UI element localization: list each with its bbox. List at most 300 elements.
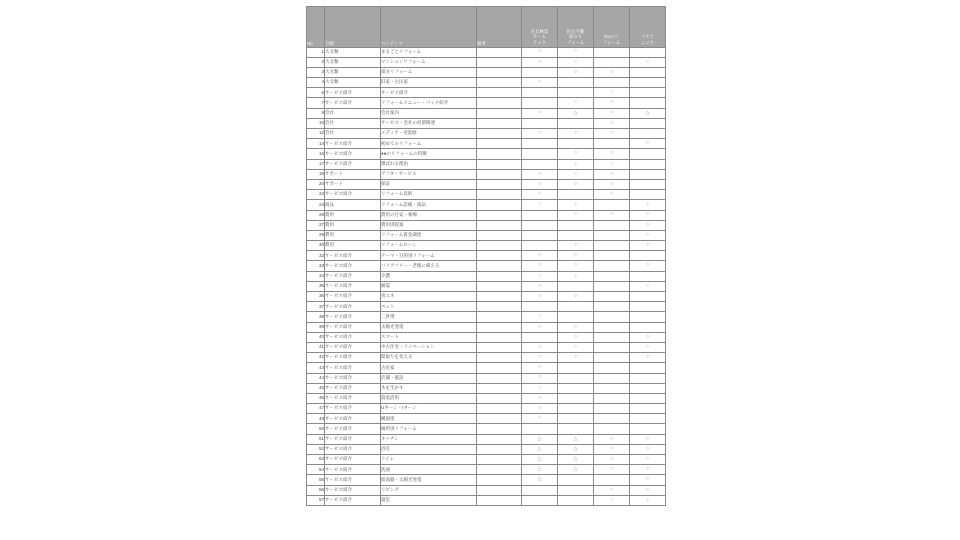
cell-vendor-1: ○ — [522, 179, 558, 189]
cell-vendor-2: ○ — [558, 67, 594, 77]
cell-no: 16 — [307, 149, 325, 159]
cell-content: 費用別提案 — [381, 220, 477, 230]
cell-vendor-4: ○ — [630, 139, 666, 149]
cell-vendor-2: ○ — [558, 332, 594, 342]
cell-vendor-1: ○ — [522, 312, 558, 322]
cell-vendor-4 — [630, 414, 666, 424]
table-row[interactable] — [307, 67, 666, 77]
cell-vendor-3 — [594, 393, 630, 403]
cell-vendor-3 — [594, 47, 630, 57]
cell-vendor-2 — [558, 393, 594, 403]
cell-vendor-3 — [594, 312, 630, 322]
cell-vendor-4: ○ — [630, 241, 666, 251]
table-row[interactable] — [307, 88, 666, 98]
table-row[interactable] — [307, 292, 666, 302]
cell-vendor-3: ○ — [594, 149, 630, 159]
table-row[interactable] — [307, 230, 666, 240]
cell-content: 省エネ — [381, 292, 477, 302]
cell-content: リフォーム資金調達 — [381, 230, 477, 240]
cell-vendor-1: ○ — [522, 281, 558, 291]
cell-note — [477, 271, 522, 281]
cell-vendor-1 — [522, 118, 558, 128]
cell-no: 27 — [307, 220, 325, 230]
cell-vendor-2: ○ — [558, 241, 594, 251]
table-row[interactable] — [307, 424, 666, 434]
cell-content: まるごとリフォーム — [381, 47, 477, 57]
cell-content: Uターン・Iターン — [381, 404, 477, 414]
cell-vendor-2 — [558, 139, 594, 149]
cell-vendor-2 — [558, 404, 594, 414]
cell-vendor-1: ○ — [522, 383, 558, 393]
table-row[interactable] — [307, 383, 666, 393]
cell-content: 二世帯 — [381, 312, 477, 322]
cell-vendor-4 — [630, 159, 666, 169]
table-row[interactable] — [307, 475, 666, 485]
table-row[interactable] — [307, 485, 666, 495]
cell-vendor-4: ○ — [630, 210, 666, 220]
cell-no: 12 — [307, 129, 325, 139]
cell-vendor-1: ○ — [522, 363, 558, 373]
cell-content: 費用の目安・相場 — [381, 210, 477, 220]
cell-vendor-3: ○ — [594, 118, 630, 128]
table-row[interactable] — [307, 159, 666, 169]
cell-vendor-2 — [558, 190, 594, 200]
cell-vendor-3: ○ — [594, 434, 630, 444]
cell-note — [477, 404, 522, 414]
cell-category: サービス紹介 — [325, 404, 381, 414]
cell-note — [477, 302, 522, 312]
cell-no: 44 — [307, 373, 325, 383]
cell-note — [477, 179, 522, 189]
cell-no: 53 — [307, 455, 325, 465]
cell-note — [477, 383, 522, 393]
cell-category: サービス紹介 — [325, 88, 381, 98]
cell-vendor-4 — [630, 149, 666, 159]
table-row[interactable] — [307, 57, 666, 67]
cell-note — [477, 78, 522, 88]
vendor-comparison-table — [306, 6, 666, 506]
cell-vendor-3 — [594, 78, 630, 88]
cell-vendor-3 — [594, 353, 630, 363]
cell-category: サービス紹介 — [325, 353, 381, 363]
table-row[interactable] — [307, 200, 666, 210]
cell-no: 1 — [307, 47, 325, 57]
cell-content: 初めてのリフォーム — [381, 139, 477, 149]
cell-vendor-4 — [630, 271, 666, 281]
cell-category: サービス紹介 — [325, 414, 381, 424]
cell-vendor-4: ○ — [630, 342, 666, 352]
cell-content: サービス紹介 — [381, 88, 477, 98]
cell-vendor-2: ○ — [558, 159, 594, 169]
cell-category: サービス紹介 — [325, 393, 381, 403]
table-row[interactable] — [307, 434, 666, 444]
cell-vendor-1: ○ — [522, 251, 558, 261]
cell-content: 資産活用 — [381, 393, 477, 403]
cell-vendor-1: ○ — [522, 404, 558, 414]
cell-vendor-1: △ — [522, 455, 558, 465]
table-row[interactable] — [307, 363, 666, 373]
table-row[interactable] — [307, 302, 666, 312]
cell-vendor-3 — [594, 200, 630, 210]
cell-note — [477, 455, 522, 465]
comparison-table-sheet — [306, 6, 666, 506]
cell-vendor-1: ○ — [522, 78, 558, 88]
cell-vendor-4 — [630, 98, 666, 108]
cell-vendor-3 — [594, 332, 630, 342]
cell-vendor-3: ○ — [594, 210, 630, 220]
table-row[interactable] — [307, 353, 666, 363]
table-row[interactable] — [307, 118, 666, 128]
table-row[interactable] — [307, 78, 666, 88]
cell-note — [477, 251, 522, 261]
cell-content: 木を生かす — [381, 383, 477, 393]
cell-note — [477, 332, 522, 342]
cell-note — [477, 200, 522, 210]
cell-vendor-3 — [594, 414, 630, 424]
cell-note — [477, 495, 522, 505]
cell-vendor-4 — [630, 118, 666, 128]
cell-vendor-2: ○ — [558, 292, 594, 302]
cell-category: サービス紹介 — [325, 190, 381, 200]
cell-vendor-2: ○ — [558, 322, 594, 332]
cell-vendor-3: ○ — [594, 485, 630, 495]
cell-note — [477, 414, 522, 424]
cell-vendor-1 — [522, 241, 558, 251]
cell-vendor-4 — [630, 404, 666, 414]
cell-vendor-4 — [630, 373, 666, 383]
cell-vendor-2: △ — [558, 108, 594, 118]
cell-category: サービス紹介 — [325, 312, 381, 322]
cell-content: 古民家 — [381, 363, 477, 373]
cell-category: 会社 — [325, 118, 381, 128]
cell-vendor-1: △ — [522, 434, 558, 444]
cell-content: スマート — [381, 332, 477, 342]
cell-vendor-2 — [558, 281, 594, 291]
cell-no: 37 — [307, 302, 325, 312]
cell-vendor-2: ○ — [558, 169, 594, 179]
cell-vendor-4 — [630, 179, 666, 189]
table-row[interactable] — [307, 220, 666, 230]
cell-vendor-4 — [630, 363, 666, 373]
table-row[interactable] — [307, 332, 666, 342]
cell-category: サービス紹介 — [325, 302, 381, 312]
cell-vendor-2 — [558, 88, 594, 98]
cell-vendor-1: △ — [522, 475, 558, 485]
cell-vendor-3: ○ — [594, 169, 630, 179]
table-row[interactable] — [307, 179, 666, 189]
cell-vendor-1 — [522, 88, 558, 98]
cell-vendor-3 — [594, 322, 630, 332]
table-row[interactable] — [307, 271, 666, 281]
cell-vendor-2 — [558, 383, 594, 393]
cell-vendor-4: ○ — [630, 444, 666, 454]
cell-vendor-1 — [522, 98, 558, 108]
table-row[interactable] — [307, 495, 666, 505]
cell-vendor-2: △ — [558, 455, 594, 465]
table-row[interactable] — [307, 261, 666, 271]
cell-content: 耐震 — [381, 281, 477, 291]
cell-vendor-2: ○ — [558, 200, 594, 210]
cell-vendor-4: ○ — [630, 475, 666, 485]
table-row[interactable] — [307, 241, 666, 251]
cell-vendor-2 — [558, 118, 594, 128]
cell-vendor-4: ○ — [630, 495, 666, 505]
cell-content: 介護 — [381, 271, 477, 281]
cell-category: 費用 — [325, 241, 381, 251]
cell-vendor-1 — [522, 139, 558, 149]
cell-vendor-3 — [594, 475, 630, 485]
cell-category: サービス紹介 — [325, 322, 381, 332]
cell-vendor-2: ○ — [558, 47, 594, 57]
cell-vendor-2: ○ — [558, 251, 594, 261]
cell-vendor-4: ○ — [630, 434, 666, 444]
cell-no: 55 — [307, 475, 325, 485]
table-row[interactable] — [307, 149, 666, 159]
cell-content: リフォームメニュー・パック紹介 — [381, 98, 477, 108]
cell-category: サービス紹介 — [325, 332, 381, 342]
cell-category: サービス紹介 — [325, 383, 381, 393]
cell-no: 56 — [307, 485, 325, 495]
cell-vendor-1: ○ — [522, 47, 558, 57]
cell-category: サービス紹介 — [325, 261, 381, 271]
cell-no: 6 — [307, 88, 325, 98]
cell-note — [477, 118, 522, 128]
cell-content: 選ばれる理由 — [381, 159, 477, 169]
table-row[interactable] — [307, 404, 666, 414]
cell-vendor-1 — [522, 220, 558, 230]
cell-no: 39 — [307, 322, 325, 332]
cell-note — [477, 210, 522, 220]
cell-vendor-4: ○ — [630, 353, 666, 363]
vendor-1-line-3: テック — [532, 39, 547, 45]
cell-note — [477, 241, 522, 251]
cell-vendor-3 — [594, 342, 630, 352]
cell-no: 32 — [307, 251, 325, 261]
cell-vendor-4 — [630, 424, 666, 434]
cell-no: 40 — [307, 332, 325, 342]
table-row[interactable] — [307, 373, 666, 383]
cell-vendor-3: ○ — [594, 465, 630, 475]
cell-note — [477, 393, 522, 403]
cell-vendor-4 — [630, 190, 666, 200]
cell-note — [477, 292, 522, 302]
cell-no: 4 — [307, 78, 325, 88]
cell-vendor-4 — [630, 78, 666, 88]
cell-note — [477, 149, 522, 159]
cell-category: サービス紹介 — [325, 475, 381, 485]
cell-vendor-4 — [630, 322, 666, 332]
cell-vendor-1 — [522, 302, 558, 312]
cell-content: ●●のリフォームの特徴 — [381, 149, 477, 159]
cell-vendor-3 — [594, 281, 630, 291]
cell-no: 35 — [307, 281, 325, 291]
cell-note — [477, 363, 522, 373]
table-row[interactable] — [307, 129, 666, 139]
cell-vendor-4: ○ — [630, 281, 666, 291]
table-row[interactable] — [307, 190, 666, 200]
cell-vendor-2 — [558, 363, 594, 373]
cell-category: サービス紹介 — [325, 424, 381, 434]
cell-no: 36 — [307, 292, 325, 302]
table-row[interactable] — [307, 281, 666, 291]
column-header-no: No. — [307, 7, 325, 48]
table-row[interactable] — [307, 169, 666, 179]
cell-note — [477, 342, 522, 352]
cell-content: アフターサービス — [381, 169, 477, 179]
cell-content: 会社案内 — [381, 108, 477, 118]
cell-note — [477, 465, 522, 475]
table-row[interactable] — [307, 210, 666, 220]
cell-vendor-4 — [630, 129, 666, 139]
cell-note — [477, 220, 522, 230]
cell-vendor-1: ○ — [522, 292, 558, 302]
cell-category: サービス紹介 — [325, 444, 381, 454]
cell-vendor-1: ○ — [522, 353, 558, 363]
vendor-4-line-3: ニック — [641, 39, 654, 45]
table-row[interactable] — [307, 312, 666, 322]
cell-vendor-1 — [522, 159, 558, 169]
cell-content: 旧家・古民家 — [381, 78, 477, 88]
cell-vendor-2: ○ — [558, 353, 594, 363]
cell-vendor-2 — [558, 220, 594, 230]
cell-content: リビング — [381, 485, 477, 495]
cell-content: リフォーム技術 — [381, 190, 477, 200]
cell-vendor-1: ○ — [522, 261, 558, 271]
table-row[interactable] — [307, 139, 666, 149]
cell-vendor-4: ○ — [630, 332, 666, 342]
column-header-vendor-3 — [594, 7, 630, 48]
cell-note — [477, 322, 522, 332]
cell-vendor-4 — [630, 312, 666, 322]
cell-vendor-4: ○ — [630, 455, 666, 465]
cell-note — [477, 424, 522, 434]
cell-vendor-1: ○ — [522, 190, 558, 200]
cell-content: サービス・会社の役割関連 — [381, 118, 477, 128]
table-row[interactable] — [307, 47, 666, 57]
table-row[interactable] — [307, 414, 666, 424]
cell-note — [477, 129, 522, 139]
table-row[interactable] — [307, 393, 666, 403]
cell-vendor-1: ○ — [522, 342, 558, 352]
cell-vendor-2 — [558, 78, 594, 88]
cell-category: サービス紹介 — [325, 98, 381, 108]
cell-vendor-1: ○ — [522, 393, 558, 403]
cell-content: バリアフリー・老後に備える — [381, 261, 477, 271]
cell-vendor-1 — [522, 424, 558, 434]
table-row[interactable] — [307, 455, 666, 465]
column-header-vendor-1 — [522, 7, 558, 48]
cell-no: 7 — [307, 98, 325, 108]
cell-vendor-3 — [594, 230, 630, 240]
cell-note — [477, 373, 522, 383]
cell-vendor-4: ○ — [630, 57, 666, 67]
cell-vendor-3: ○ — [594, 455, 630, 465]
vendor-3-line-3: フォーム — [602, 39, 621, 45]
cell-note — [477, 47, 522, 57]
cell-vendor-3: ○ — [594, 495, 630, 505]
cell-category: サービス紹介 — [325, 465, 381, 475]
cell-vendor-4 — [630, 169, 666, 179]
cell-vendor-2 — [558, 373, 594, 383]
vendor-1-line-1: 住友林業 — [530, 28, 549, 34]
cell-category: 大分類 — [325, 57, 381, 67]
cell-note — [477, 190, 522, 200]
cell-vendor-1: △ — [522, 444, 558, 454]
cell-category: サービス紹介 — [325, 139, 381, 149]
table-row[interactable] — [307, 342, 666, 352]
cell-vendor-4 — [630, 383, 666, 393]
cell-vendor-1: ○ — [522, 373, 558, 383]
cell-vendor-1 — [522, 495, 558, 505]
cell-vendor-1: ○ — [522, 169, 558, 179]
cell-no: 52 — [307, 444, 325, 454]
cell-note — [477, 434, 522, 444]
cell-vendor-3 — [594, 57, 630, 67]
table-row[interactable] — [307, 322, 666, 332]
table-row[interactable] — [307, 465, 666, 475]
cell-content: リフォーム設備・商品 — [381, 200, 477, 210]
cell-no: 2 — [307, 57, 325, 67]
cell-vendor-3: ○ — [594, 179, 630, 189]
cell-category: 大分類 — [325, 67, 381, 77]
table-row[interactable] — [307, 98, 666, 108]
cell-vendor-1 — [522, 67, 558, 77]
vendor-1-line-2: ホーム — [532, 34, 547, 39]
cell-vendor-3 — [594, 383, 630, 393]
cell-note — [477, 108, 522, 118]
cell-vendor-1: ○ — [522, 322, 558, 332]
table-row[interactable] — [307, 108, 666, 118]
cell-vendor-3 — [594, 241, 630, 251]
cell-vendor-3 — [594, 261, 630, 271]
cell-content: トイレ — [381, 455, 477, 465]
cell-vendor-1: △ — [522, 465, 558, 475]
cell-vendor-3 — [594, 139, 630, 149]
cell-no: 33 — [307, 261, 325, 271]
table-header — [307, 7, 666, 48]
column-header-category: 分類 — [325, 7, 381, 48]
cell-category: サービス紹介 — [325, 292, 381, 302]
vendor-4-line-2: パナソ — [640, 34, 655, 39]
cell-no: 22 — [307, 190, 325, 200]
cell-vendor-4: ○ — [630, 200, 666, 210]
cell-no: 46 — [307, 393, 325, 403]
cell-vendor-2 — [558, 475, 594, 485]
cell-no: 3 — [307, 67, 325, 77]
cell-vendor-3 — [594, 292, 630, 302]
cell-note — [477, 444, 522, 454]
cell-category: 商品 — [325, 200, 381, 210]
cell-content: 構図塗 — [381, 414, 477, 424]
cell-note — [477, 475, 522, 485]
cell-content: 間取りを変える — [381, 353, 477, 363]
cell-no: 43 — [307, 363, 325, 373]
vendor-2-line-2: 産のり — [568, 34, 583, 39]
vendor-2-line-1: 住友不動 — [566, 28, 585, 34]
cell-category: 会社 — [325, 129, 381, 139]
cell-note — [477, 353, 522, 363]
cell-note — [477, 139, 522, 149]
cell-vendor-1: ○ — [522, 271, 558, 281]
cell-vendor-3 — [594, 404, 630, 414]
cell-no: 54 — [307, 465, 325, 475]
cell-vendor-2 — [558, 312, 594, 322]
cell-no: 38 — [307, 312, 325, 322]
cell-no: 10 — [307, 118, 325, 128]
cell-note — [477, 261, 522, 271]
table-row[interactable] — [307, 251, 666, 261]
table-row[interactable] — [307, 444, 666, 454]
